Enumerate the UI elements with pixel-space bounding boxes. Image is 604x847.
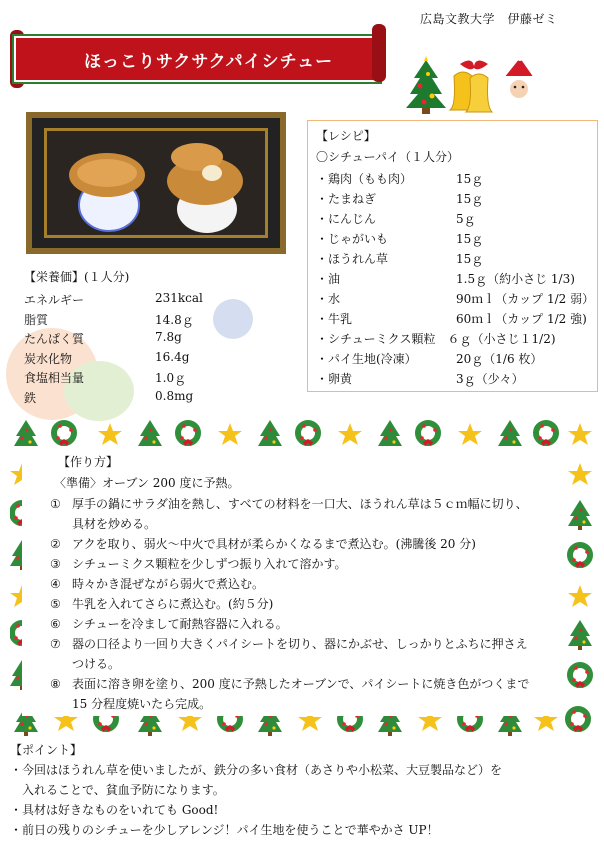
ingredient-qty: 15ｇ (456, 252, 484, 266)
step-text-cont: つける。 (72, 657, 121, 671)
step-number: ④ (50, 577, 61, 591)
ingredient-qty: 3ｇ（少々） (456, 372, 524, 386)
step-number: ② (50, 537, 61, 551)
points-heading: 【ポイント】 (10, 743, 83, 757)
step-text-cont: 具材を炒める。 (72, 517, 157, 531)
ingredient-name: ・にんじん (316, 212, 377, 226)
nutrient-name: 脂質 (24, 312, 49, 327)
ingredient-qty: 20ｇ（1/6 枚） (456, 352, 543, 366)
nutrient-value: 0.8mg (155, 388, 194, 403)
ingredient-row (316, 370, 596, 390)
step-text: 表面に溶き卵を塗り、200 度に予熱したオーブンで、パイシートに焼き色がつくまで (72, 677, 530, 691)
point-line: ・具材は好きなものをいれても Good! (10, 803, 219, 817)
organization-label: 広島文教大学 伊藤ゼミ (420, 12, 558, 26)
step-text: シチューを冷まして耐熱容器に入れる。 (72, 617, 288, 631)
points-section (10, 740, 600, 840)
nutrition-row (24, 389, 244, 409)
ingredient-name: ・じゃがいも (316, 232, 389, 246)
nutrient-name: エネルギー (24, 293, 85, 307)
title-banner (12, 34, 382, 84)
step-number: ① (50, 497, 61, 511)
nutrient-value: 14.8ｇ (155, 312, 194, 327)
step-text: 器の口径より一回り大きくパイシートを切り、器にかぶせ、しっかりとふちに押さえ (72, 637, 528, 651)
ingredient-row (316, 330, 596, 350)
ingredient-name: ・水 (316, 292, 341, 306)
nutrition-heading: 【栄養価】(１人分) (24, 270, 130, 284)
step-number: ⑥ (50, 617, 61, 631)
point-line: 入れることで、貧血予防になります。 (10, 783, 225, 797)
ingredient-qty: 90ｍｌ（カップ 1/2 弱） (456, 292, 595, 306)
ingredient-name: ・たまねぎ (316, 192, 377, 206)
method-prep: 〈準備〉オーブン 200 度に予熱。 (54, 476, 240, 490)
pie-stew-photo (26, 112, 286, 254)
ingredient-qty: 15ｇ (456, 232, 484, 246)
ingredient-qty: 15ｇ (456, 172, 484, 186)
ingredient-qty: 60ｍｌ（カップ 1/2 強) (456, 312, 587, 326)
christmas-decoration (404, 56, 544, 116)
ingredient-name: ・パイ生地(冷凍） (316, 352, 417, 366)
ingredient-row (316, 250, 596, 270)
nutrient-name: たんぱく質 (24, 332, 85, 346)
ingredient-qty: 1.5ｇ（約小さじ 1/3) (456, 272, 575, 286)
ingredient-row (316, 350, 596, 370)
page-title: ほっこりサクサクパイシチュー (84, 52, 334, 72)
nutrition-section (24, 268, 244, 408)
nutrient-value: 7.8g (155, 330, 182, 344)
ingredient-name: ・牛乳 (316, 312, 353, 326)
ingredient-qty: 5ｇ (456, 212, 476, 226)
point-line: ・前日の残りのシチューを少しアレンジ！パイ生地を使うことで華やかさ UP！ (10, 823, 439, 837)
banner-scroll-right (372, 24, 386, 82)
step-text-cont: 15 分程度焼いたら完成。 (72, 697, 212, 711)
step-text: アクを取り、弱火～中火で具材が柔らかくなるまで煮込む。(沸騰後 20 分) (72, 537, 476, 551)
ingredient-row (316, 230, 596, 250)
nutrition-row (24, 291, 244, 311)
ingredient-name: ・シチューミクス顆粒 ６ｇ（小さじ１1/2) (316, 332, 556, 346)
ingredient-row (316, 290, 596, 310)
nutrition-row (24, 350, 244, 370)
ingredient-row (316, 270, 596, 290)
ingredient-row (316, 190, 596, 210)
nutrition-row (24, 369, 244, 389)
step-number: ③ (50, 557, 61, 571)
ingredient-name: ・卵黄 (316, 372, 353, 386)
christmas-tree-icon (406, 56, 446, 114)
nutrient-name: 鉄 (24, 390, 37, 405)
ingredient-row (316, 170, 596, 190)
ingredient-qty: 15ｇ (456, 192, 484, 206)
nutrient-name: 食塩相当量 (24, 371, 85, 385)
point-line: ・今回はほうれん草を使いましたが、鉄分の多い食材（あさりや小松菜、大豆製品など）を (10, 763, 503, 777)
nutrient-value: 231kcal (155, 291, 203, 305)
ingredient-name: ・ほうれん草 (316, 252, 389, 266)
step-text: 厚手の鍋にサラダ油を熱し、すべての材料を一口大、ほうれん草は５ｃｍ幅に切り、 (72, 497, 528, 511)
step-number: ⑦ (50, 637, 61, 651)
ingredient-row (316, 210, 596, 230)
step-number: ⑧ (50, 677, 61, 691)
step-text: 牛乳を入れてさらに煮込む。(約５分) (72, 597, 274, 611)
ingredient-name: ・油 (316, 272, 341, 286)
nutrition-row (24, 330, 244, 350)
ingredient-name: ・鶏肉（もも肉） (316, 172, 413, 186)
recipe-box (307, 120, 598, 392)
nutrient-value: 1.0ｇ (155, 371, 187, 385)
santa-icon (502, 56, 536, 104)
nutrient-value: 16.4g (155, 349, 190, 364)
method-section (22, 446, 550, 716)
bells-icon (450, 60, 492, 112)
ingredient-row (316, 310, 596, 330)
step-text: シチューミクス顆粒を少しずつ振り入れて溶かす。 (72, 557, 347, 571)
step-text: 時々かき混ぜながら弱火で煮込む。 (72, 577, 265, 591)
nutrient-name: 炭水化物 (24, 351, 73, 366)
method-heading: 【作り方】 (58, 455, 119, 469)
step-number: ⑤ (50, 597, 61, 611)
border-right (568, 463, 592, 688)
recipe-heading: 【レシピ】 (316, 129, 376, 143)
recipe-subheading: 〇シチューパイ（１人分） (316, 150, 460, 164)
nutrition-row (24, 311, 244, 331)
